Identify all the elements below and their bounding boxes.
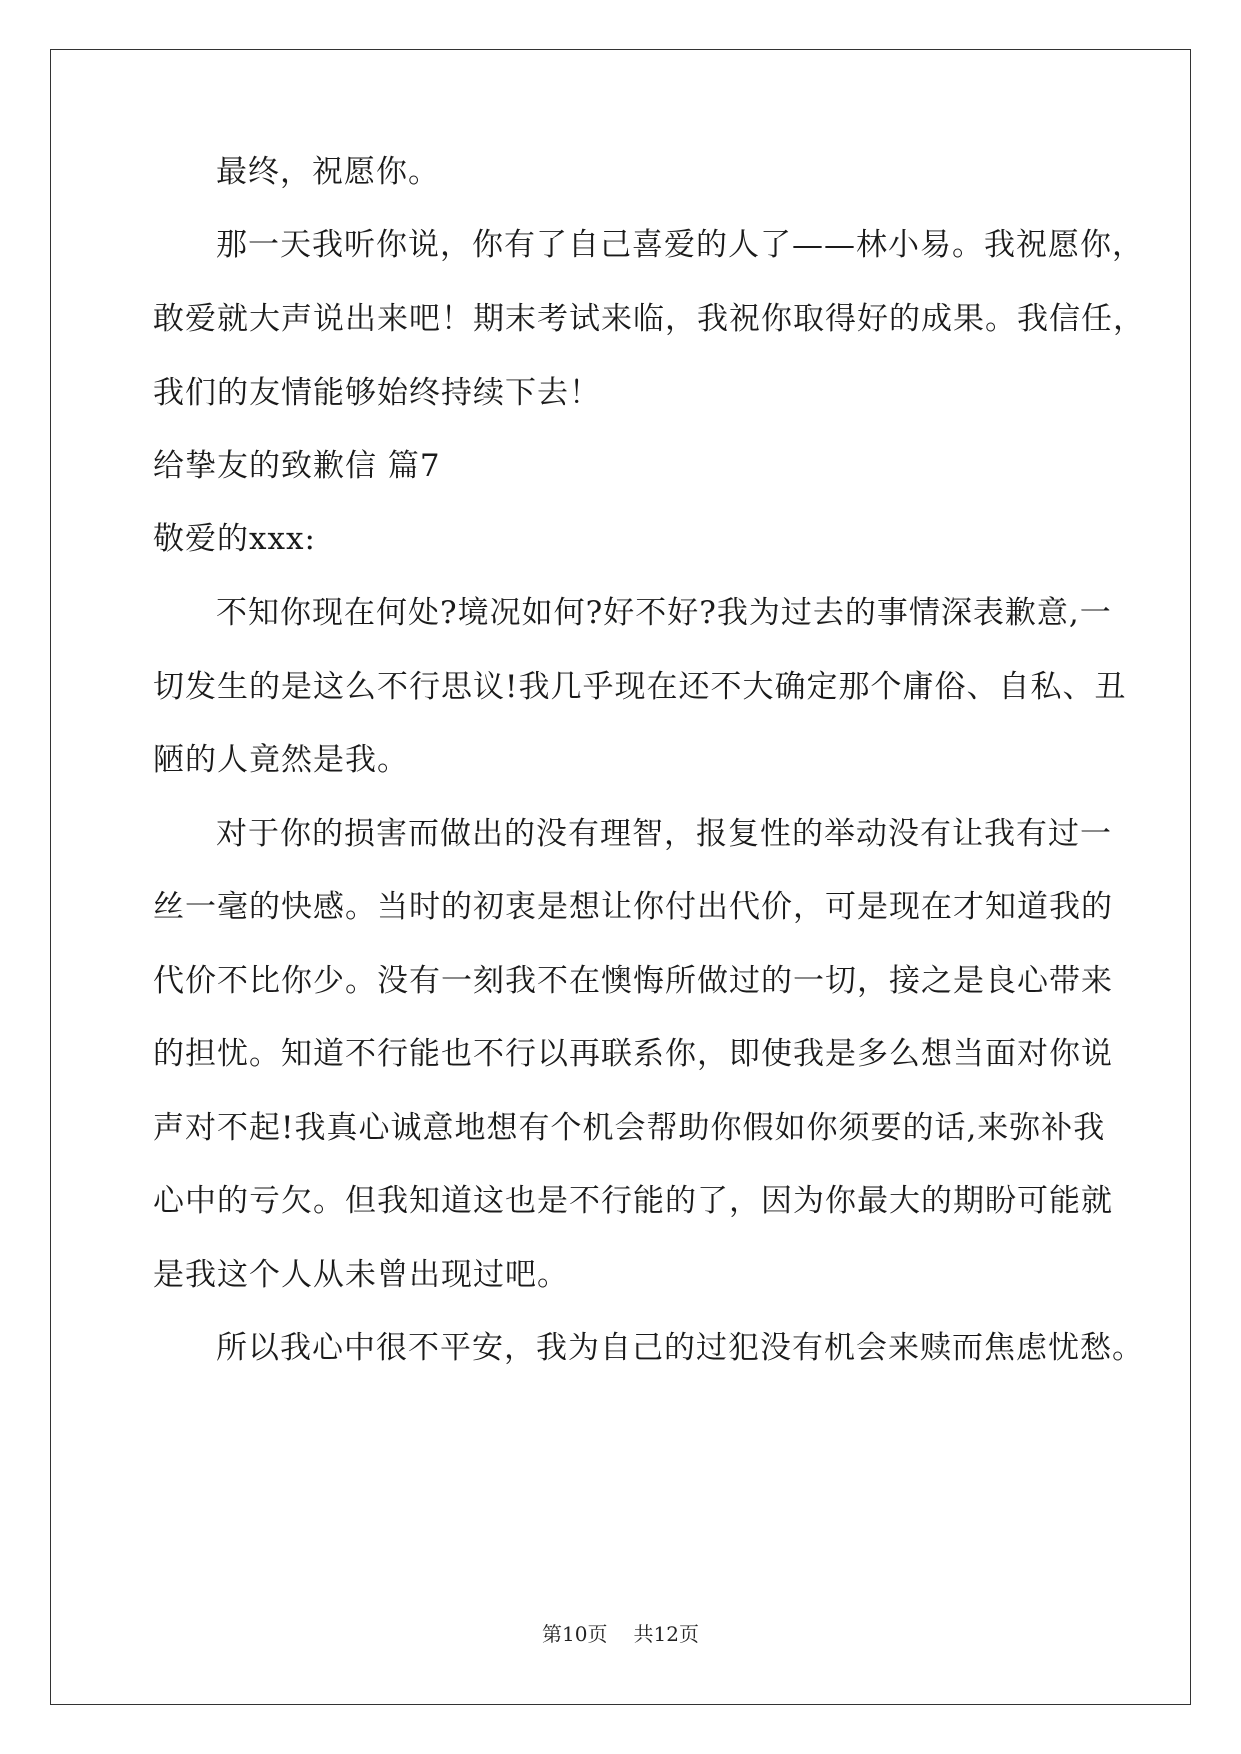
page-footer — [0, 1620, 1241, 1648]
page-number-current: 第10页 — [542, 1622, 608, 1646]
salutation: 敬爱的xxx: — [153, 521, 316, 557]
text-line: 代价不比你少。没有一刻我不在懊悔所做过的一切，接之是良心带来 — [153, 963, 1113, 999]
text-line: 最终，祝愿你。 — [216, 154, 440, 190]
text-line: 陋的人竟然是我。 — [153, 742, 409, 778]
text-line: 对于你的损害而做出的没有理智，报复性的举动没有让我有过一 — [216, 816, 1112, 852]
text-line: 敢爱就大声说出来吧！期末考试来临，我祝你取得好的成果。我信任， — [153, 301, 1145, 337]
text-line: 切发生的是这么不行思议!我几乎现在还不大确定那个庸俗、自私、丑 — [153, 669, 1127, 705]
text-line: 那一天我听你说，你有了自己喜爱的人了——林小易。我祝愿你， — [216, 227, 1144, 263]
text-line: 我们的友情能够始终持续下去！ — [153, 375, 601, 411]
text-line: 是我这个人从未曾出现过吧。 — [153, 1257, 569, 1293]
text-line: 所以我心中很不平安，我为自己的过犯没有机会来赎而焦虑忧愁。 — [216, 1330, 1144, 1366]
page-number-total: 共12页 — [633, 1622, 699, 1646]
page-border — [50, 49, 1191, 1705]
text-line: 的担忧。知道不行能也不行以再联系你，即使我是多么想当面对你说 — [153, 1036, 1113, 1072]
text-line: 心中的亏欠。但我知道这也是不行能的了，因为你最大的期盼可能就 — [153, 1183, 1113, 1219]
text-line: 不知你现在何处?境况如何?好不好?我为过去的事情深表歉意,一 — [216, 595, 1112, 631]
text-line: 声对不起!我真心诚意地想有个机会帮助你假如你须要的话,来弥补我 — [153, 1110, 1106, 1146]
text-line: 丝一毫的快感。当时的初衷是想让你付出代价，可是现在才知道我的 — [153, 889, 1113, 925]
section-heading: 给挚友的致歉信 篇7 — [153, 448, 441, 484]
